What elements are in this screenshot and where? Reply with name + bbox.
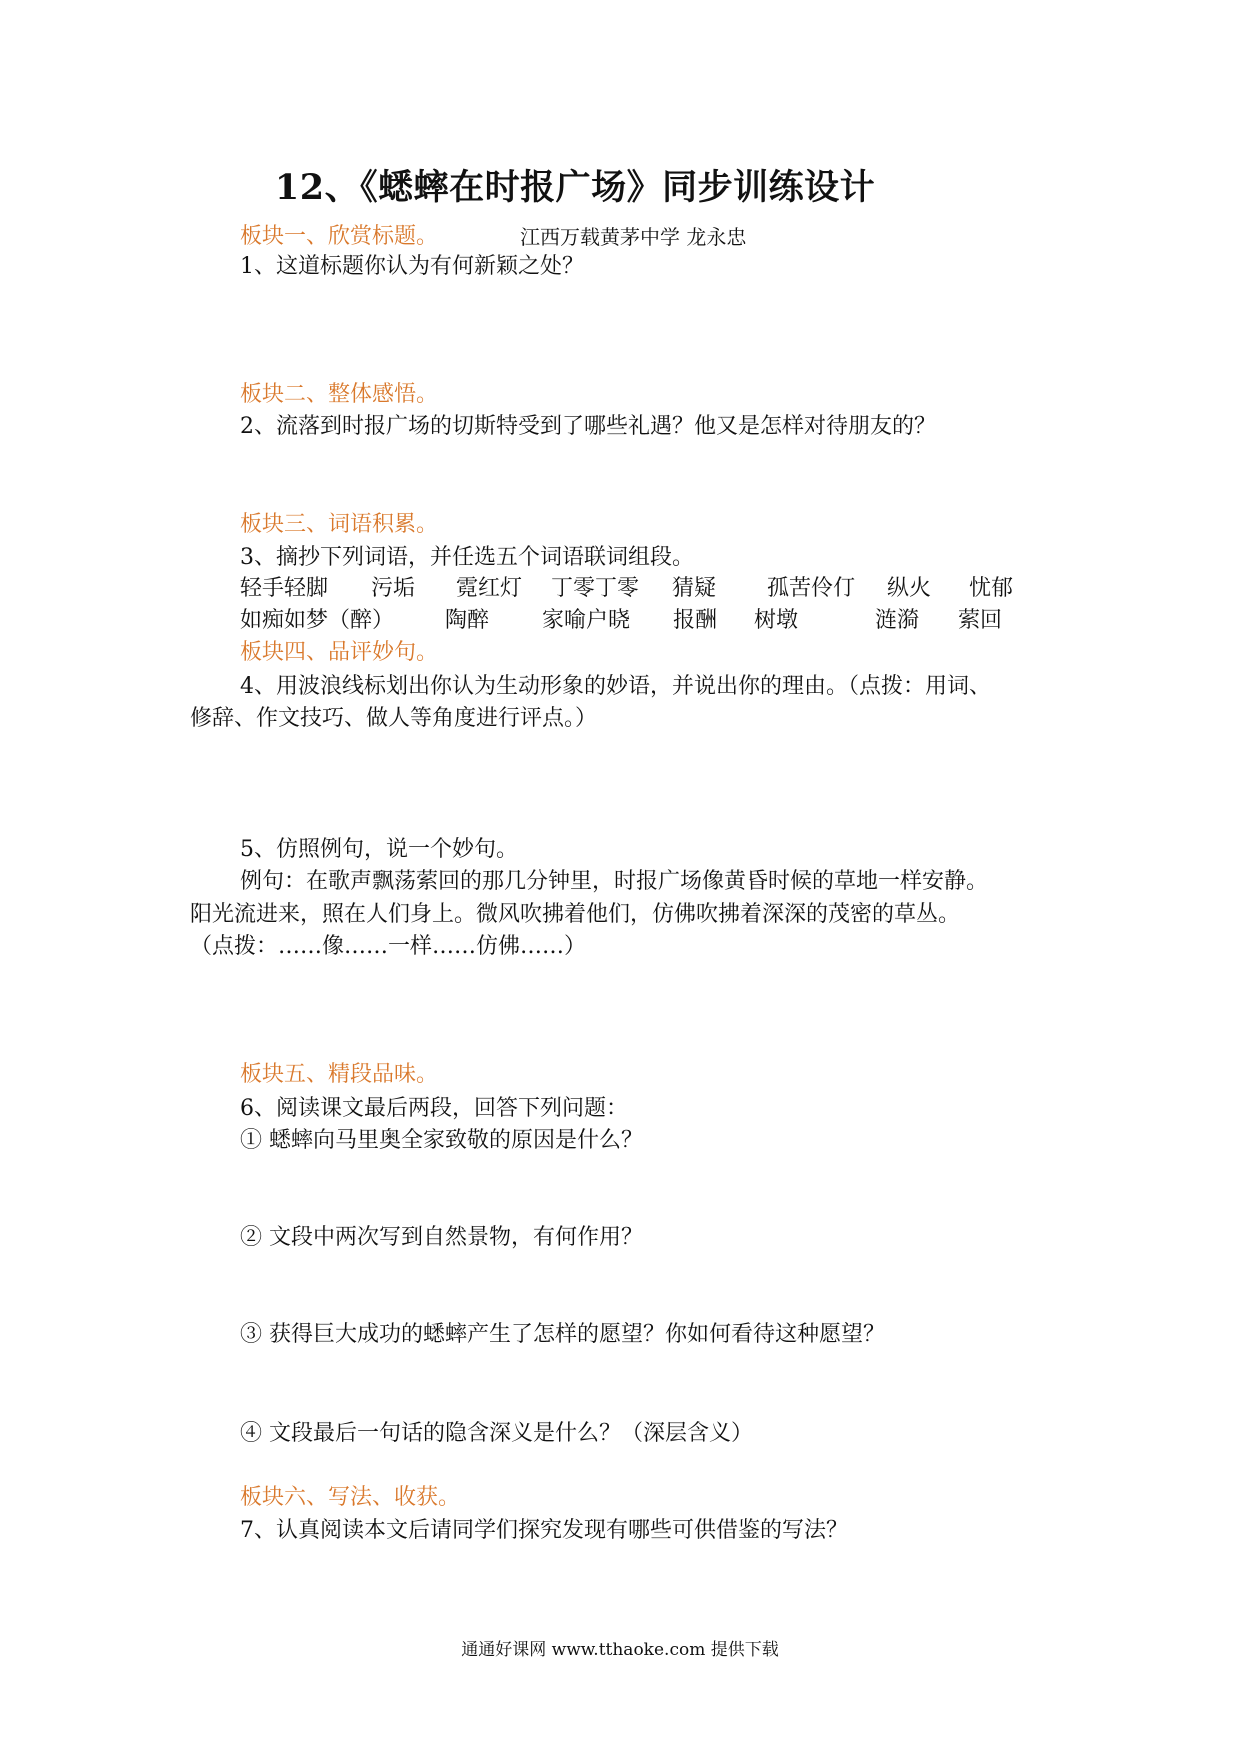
section-1-heading: 板块一、欣赏标题。 [240,224,439,249]
vocab-word: 陶醉 [445,608,490,633]
question-5-example-line-1: 例句：在歌声飘荡萦回的那几分钟里，时报广场像黄昏时候的草地一样安静。 [240,869,989,894]
vocab-word: 涟漪 [875,608,920,633]
section-4-heading: 板块四、品评妙句。 [240,640,439,665]
vocab-word: 猜疑 [672,576,717,601]
vocab-word: 萦回 [958,608,1003,633]
page-title: 12、《蟋蟀在时报广场》同步训练设计 [274,167,876,208]
vocab-row-1 [240,574,1029,604]
section-6-heading: 板块六、写法、收获。 [240,1485,461,1510]
question-5: 5、仿照例句，说一个妙句。 [240,837,518,862]
vocab-word: 忧郁 [969,576,1014,601]
vocab-word: 家喻户晓 [542,608,631,633]
question-5-example-line-2: 阳光流进来，照在人们身上。微风吹拂着他们，仿佛吹拂着深深的茂密的草丛。 [190,902,961,927]
section-3-heading: 板块三、词语积累。 [240,512,439,537]
question-6-sub-1: ① 蟋蟀向马里奥全家致敬的原因是什么？ [240,1128,643,1153]
question-3: 3、摘抄下列词语，并任选五个词语联词组段。 [240,545,694,570]
question-6-sub-3: ③ 获得巨大成功的蟋蟀产生了怎样的愿望？你如何看待这种愿望？ [240,1322,885,1347]
section-5-heading: 板块五、精段品味。 [240,1062,439,1087]
vocab-word: 霓红灯 [456,576,523,601]
vocab-row-2 [240,606,1018,636]
vocab-word: 轻手轻脚 [240,576,329,601]
question-5-hint: （点拨：……像……一样……仿佛……） [190,934,587,959]
question-1: 1、这道标题你认为有何新颖之处？ [240,254,584,279]
vocab-word: 报酬 [673,608,718,633]
question-6-sub-4: ④ 文段最后一句话的隐含深义是什么？（深层含义） [240,1421,753,1446]
vocab-word: 纵火 [887,576,932,601]
question-6-sub-2: ② 文段中两次写到自然景物，有何作用？ [240,1225,643,1250]
question-7: 7、认真阅读本文后请同学们探究发现有哪些可供借鉴的写法？ [240,1518,848,1543]
vocab-word: 树墩 [754,608,799,633]
section-2-heading: 板块二、整体感悟。 [240,382,439,407]
vocab-word: 如痴如梦（醉） [240,608,395,633]
question-6: 6、阅读课文最后两段，回答下列问题： [240,1096,628,1121]
vocab-word: 丁零丁零 [551,576,640,601]
author-line: 江西万载黄茅中学 龙永忠 [520,225,747,249]
page-footer: 通通好课网 www.tthaoke.com 提供下载 [461,1640,779,1660]
question-2: 2、流落到时报广场的切斯特受到了哪些礼遇？他又是怎样对待朋友的？ [240,414,936,439]
question-4-line-2: 修辞、作文技巧、做人等角度进行评点。） [190,706,598,731]
vocab-word: 污垢 [371,576,416,601]
question-4-line-1: 4、用波浪线标划出你认为生动形象的妙语，并说出你的理由。（点拨：用词、 [240,674,991,699]
vocab-word: 孤苦伶仃 [767,576,856,601]
